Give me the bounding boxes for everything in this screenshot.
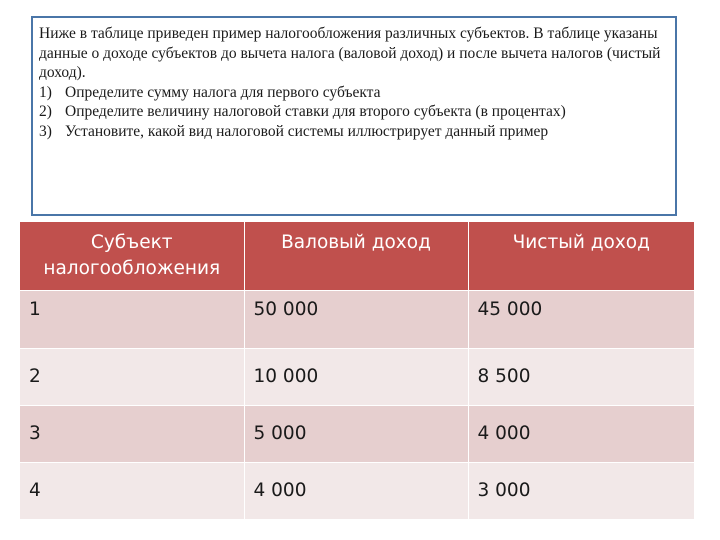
task-item-number: 2): [39, 103, 52, 120]
taxation-table: [20, 222, 694, 519]
task-item: [39, 122, 669, 142]
cell-subject: 3: [20, 405, 244, 462]
cell-subject: 4: [20, 462, 244, 519]
cell-subject: 2: [20, 348, 244, 405]
cell-net-income: 8 500: [468, 348, 694, 405]
task-item-number: 3): [39, 122, 52, 140]
table-row: [20, 405, 694, 462]
task-item-text: Определите величину налоговой ставки для второго субъекта (в процентах): [65, 103, 566, 120]
header-net-income: Чистый доход: [468, 222, 694, 290]
cell-net-income: 45 000: [468, 290, 694, 348]
task-text-box: [31, 16, 677, 216]
task-item: [39, 83, 669, 103]
header-gross-income: Валовый доход: [244, 222, 468, 290]
table-row: [20, 290, 694, 348]
cell-net-income: 4 000: [468, 405, 694, 462]
task-item-text: Установите, какой вид налоговой системы иллюстрирует данный пример: [65, 122, 549, 140]
header-subject: Субъект налогообложения: [20, 222, 244, 290]
table-row: [20, 348, 694, 405]
task-item: [39, 102, 669, 122]
cell-gross-income: 5 000: [244, 405, 468, 462]
table-header-row: [20, 222, 694, 290]
cell-subject: 1: [20, 290, 244, 348]
table-row: [20, 462, 694, 519]
task-list: [39, 83, 669, 142]
task-intro: Ниже в таблице приведен пример налогообложения различных субъектов. В таблице указаны данные о доходе субъектов до вычета налога (валовой доход) и после вычета налогов (чистый доход).: [39, 25, 661, 81]
cell-gross-income: 4 000: [244, 462, 468, 519]
task-item-number: 1): [39, 83, 52, 101]
cell-gross-income: 10 000: [244, 348, 468, 405]
task-item-text: Определите сумму налога для первого субъекта: [65, 83, 381, 101]
cell-gross-income: 50 000: [244, 290, 468, 348]
cell-net-income: 3 000: [468, 462, 694, 519]
